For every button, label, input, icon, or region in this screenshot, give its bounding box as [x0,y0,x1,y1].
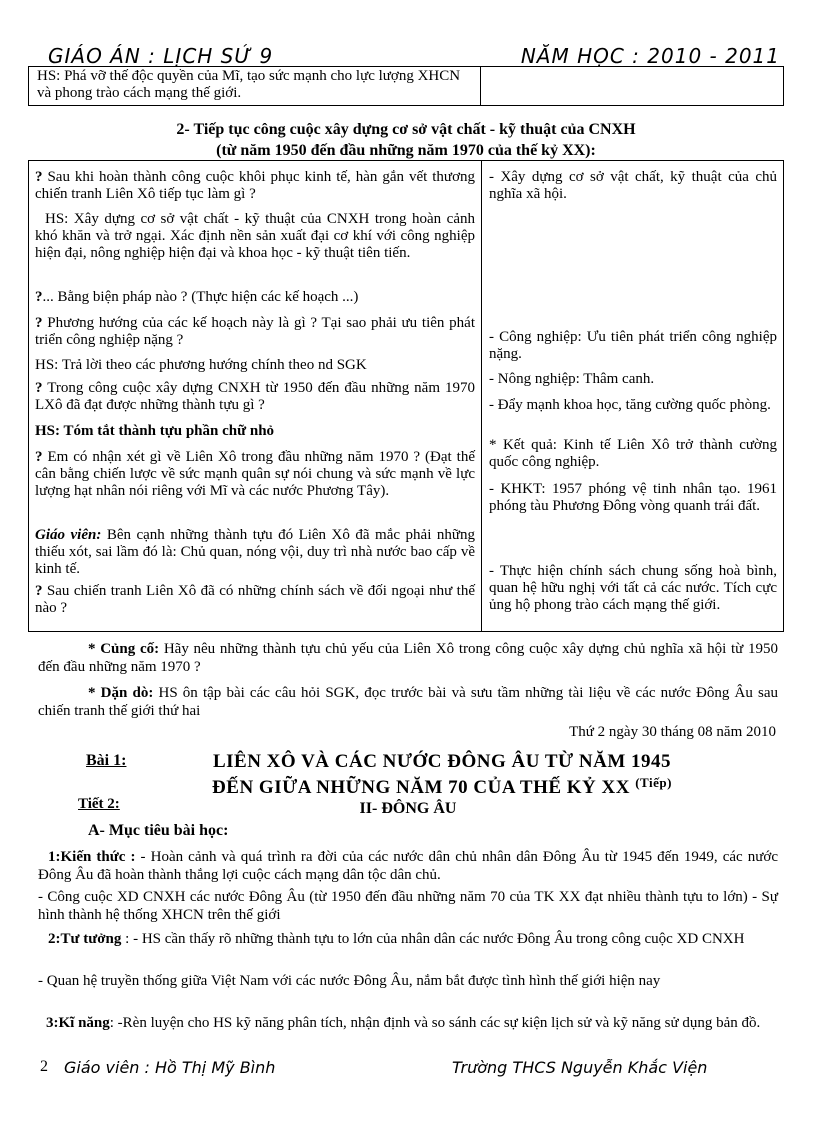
answer-3: HS: Trả lời theo các phương hướng chính theo nd SGK [35,357,367,373]
page-number: 2 [40,1058,48,1075]
answer-4: HS: Tóm tắt thành tựu phần chữ nhỏ [35,423,275,439]
footer-school: Trường THCS Nguyễn Khắc Viện [452,1058,708,1077]
note-2: - Công nghiệp: Ưu tiên phát triển công nghiệp nặng. [489,329,777,362]
teacher-label: Giáo viên: [35,527,102,543]
question-text: Em có nhận xét gì về Liên Xô trong đầu những năm 1970 ? (Đạt thế cân bằng chiến lược về sức mạnh quân sự nói chung và sức mạnh về lực lượng hạt nhân nói riêng với Mĩ và các nước Phương Tây). [35,449,475,499]
skills-label: 3:Kĩ năng [46,1015,110,1031]
consolidate-label: * Củng cố: [88,641,160,657]
homework-label: * Dặn dò: [88,685,154,701]
header-subject: GIÁO ÁN : LỊCH SỬ 9 [48,44,274,66]
consolidate-text: Hãy nêu những thành tựu chủ yếu của Liên Xô trong công cuộc xây dựng chủ nghĩa xã hội từ 1950 đến đầu những năm 1970 ? [38,641,778,675]
question-text: Phương hướng của các kế hoạch này là gì ? Tại sao phải ưu tiên phát triển công nghiệp nặng ? [35,315,475,348]
page-header [40,44,780,66]
skills-paragraph [38,1014,778,1032]
question-2 [35,289,475,306]
note-3: - Nông nghiệp: Thâm canh. [489,371,655,387]
objectives-title: A- Mục tiêu bài học: [88,822,229,839]
main-table [28,160,784,632]
lesson-label: Bài 1: [86,752,127,769]
lesson-tiep: (Tiếp) [635,775,672,790]
knowledge-text-2: - Công cuộc XD CNXH các nước Đông Âu (từ 1950 đến đầu những năm 70 của TK XX đạt nhiều thành tựu to lớn) - Sự hình thành hệ thống XHCN trên thế giới [38,889,778,923]
note-6: - KHKT: 1957 phóng vệ tinh nhân tạo. 1961 phóng tàu Phương Đông vòng quanh trái đất. [489,481,777,514]
skills-text: : -Rèn luyện cho HS kỹ năng phân tích, nhận định và so sánh các sự kiện lịch sử và kỹ năng sử dụng bản đồ. [109,1015,761,1031]
date-line: Thứ 2 ngày 30 tháng 08 năm 2010 [569,724,776,740]
question-mark: ? [35,583,43,599]
question-text: Trong công cuộc xây dựng CNXH từ 1950 đến đầu những năm 1970 LXô đã đạt được những thành tựu gì ? [35,380,475,413]
section-title-2: (từ năm 1950 đến đầu những năm 1970 của thế kỷ XX): [216,142,596,159]
homework-paragraph [38,684,778,720]
question-3 [35,315,475,349]
question-1 [35,169,475,203]
note-5: * Kết quả: Kinh tế Liên Xô trở thành cường quốc công nghiệp. [489,437,777,470]
knowledge-paragraph [38,848,778,884]
header-year: NĂM HỌC : 2010 - 2011 [520,44,780,66]
attitude-text-1: : - HS cần thấy rõ những thành tựu to lớn của nhân dân các nước Đông Âu trong công cuộc XD CNXH [121,931,745,947]
top-table [28,66,784,106]
question-text: ... Bằng biện pháp nào ? (Thực hiện các kế hoạch ...) [42,289,359,305]
question-text: Sau chiến tranh Liên Xô đã có những chính sách về đối ngoại như thế nào ? [35,583,475,616]
question-mark: ? [35,315,43,331]
attitude-paragraph [38,930,778,948]
question-mark: ? [35,380,43,396]
homework-text: HS ôn tập bài các câu hỏi SGK, đọc trước bài và sưu tầm những tài liệu về các nước Đông Âu sau chiến tranh thế giới thứ hai [38,685,778,719]
teacher-note-text: Bên cạnh những thành tựu đó Liên Xô đã mắc phải những thiếu xót, sai lầm đó là: Chủ quan, nóng vội, duy trì nhà nước bao cấp về kinh tế. [35,527,475,577]
lesson-title-1: LIÊN XÔ VÀ CÁC NƯỚC ĐÔNG ÂU TỪ NĂM 1945 [212,751,672,772]
consolidate-paragraph [38,640,778,676]
attitude-text-2: - Quan hệ truyền thống giữa Việt Nam với các nước Đông Âu, nắm bắt được tình hình thế giới hiện nay [38,973,661,989]
period-label: Tiết 2: [78,796,120,812]
answer-1: HS: Xây dựng cơ sở vật chất - kỹ thuật của CNXH trong hoàn cảnh khó khăn và trở ngại. Xác định nền sản xuất đại cơ khí với công nghiệp hiện đại, nông nghiệp hiện đại và khoa học - kỹ thuật tiên tiến. [35,211,475,261]
question-4 [35,380,475,414]
note-4: - Đẩy mạnh khoa học, tăng cường quốc phòng. [489,397,771,413]
section-title-1: 2- Tiếp tục công cuộc xây dựng cơ sở vật chất - kỹ thuật của CNXH [176,121,636,138]
lesson-title-2: ĐẾN GIỮA NHỮNG NĂM 70 CỦA THẾ KỶ XX [212,777,630,798]
note-7: - Thực hiện chính sách chung sống hoà bình, quan hệ hữu nghị với tất cả các nước. Tích cực ủng hộ phong trào cách mạng thế giới. [489,563,777,613]
question-6 [35,583,475,617]
footer-teacher: Giáo viên : Hồ Thị Mỹ Bình [64,1058,276,1077]
table-divider [481,161,482,631]
question-mark: ? [35,289,43,305]
knowledge-label: 1:Kiến thức : [48,849,136,865]
question-mark: ? [35,169,43,185]
question-text: Sau khi hoàn thành công cuộc khôi phục kinh tế, hàn gắn vết thương chiến tranh Liên Xô tiếp tục làm gì ? [35,169,475,202]
lesson-title-2-line [162,773,722,798]
note-1: - Xây dựng cơ sở vật chất, kỹ thuật của chủ nghĩa xã hội. [489,169,777,202]
teacher-note [35,527,475,578]
part-title: II- ĐÔNG ÂU [359,800,457,817]
top-table-left-cell: HS: Phá vỡ thế độc quyền của Mĩ, tạo sức mạnh cho lực lượng XHCN và phong trào cách mạng thế giới. [29,67,481,105]
attitude-label: 2:Tư tưởng [48,931,122,947]
knowledge-text-1: - Hoàn cảnh và quá trình ra đời của các nước dân chủ nhân dân Đông Âu từ 1945 đến 1949, các nước Đông Âu đã hoàn thành thắng lợi cuộc cách mạng dân tộc dân chủ. [38,849,778,883]
question-5 [35,449,475,500]
question-mark: ? [35,449,43,465]
